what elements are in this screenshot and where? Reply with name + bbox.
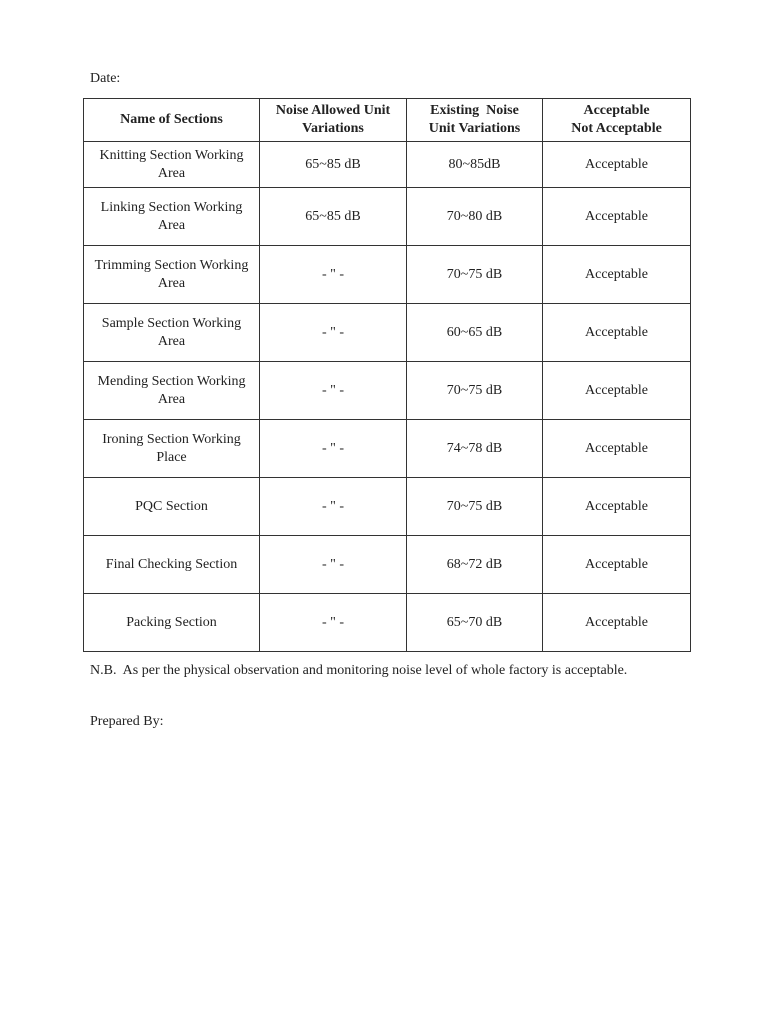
cell-status: Acceptable — [543, 420, 691, 478]
cell-allowed: - " - — [260, 362, 407, 420]
header-noise-allowed — [260, 99, 407, 142]
cell-section: Knitting Section Working Area — [84, 142, 260, 188]
cell-section: Trimming Section Working Area — [84, 246, 260, 304]
header-line: Variations — [302, 121, 364, 136]
cell-status: Acceptable — [543, 188, 691, 246]
cell-status: Acceptable — [543, 536, 691, 594]
cell-section: Mending Section Working Area — [84, 362, 260, 420]
cell-status: Acceptable — [543, 362, 691, 420]
header-line: Not Acceptable — [571, 121, 662, 136]
header-existing-noise — [407, 99, 543, 142]
header-row — [84, 99, 691, 142]
table-body — [84, 142, 691, 652]
table-row — [84, 362, 691, 420]
cell-status: Acceptable — [543, 594, 691, 652]
cell-existing: 70~75 dB — [407, 246, 543, 304]
header-line: Acceptable — [583, 103, 650, 118]
table-row — [84, 142, 691, 188]
cell-section: Packing Section — [84, 594, 260, 652]
cell-allowed: - " - — [260, 246, 407, 304]
cell-section: Ironing Section Working Place — [84, 420, 260, 478]
cell-allowed: 65~85 dB — [260, 188, 407, 246]
table-row — [84, 246, 691, 304]
cell-section: Linking Section Working Area — [84, 188, 260, 246]
header-acceptability — [543, 99, 691, 142]
cell-status: Acceptable — [543, 246, 691, 304]
cell-section: Final Checking Section — [84, 536, 260, 594]
cell-allowed: 65~85 dB — [260, 142, 407, 188]
header-line: Name of Sections — [120, 112, 223, 127]
table-row — [84, 188, 691, 246]
header-line: Unit Variations — [428, 121, 521, 136]
header-line: Existing Noise — [430, 103, 519, 118]
cell-status: Acceptable — [543, 478, 691, 536]
cell-allowed: - " - — [260, 420, 407, 478]
prepared-by-label: Prepared By: — [90, 714, 164, 729]
cell-existing: 80~85dB — [407, 142, 543, 188]
table-row — [84, 304, 691, 362]
cell-existing: 70~80 dB — [407, 188, 543, 246]
table-row — [84, 536, 691, 594]
nb-note: N.B. As per the physical observation and monitoring noise level of whole factory is acceptable. — [90, 663, 628, 678]
cell-existing: 70~75 dB — [407, 478, 543, 536]
cell-existing: 70~75 dB — [407, 362, 543, 420]
header-name-of-sections — [84, 99, 260, 142]
cell-existing: 60~65 dB — [407, 304, 543, 362]
cell-status: Acceptable — [543, 142, 691, 188]
cell-allowed: - " - — [260, 594, 407, 652]
table-header — [84, 99, 691, 142]
noise-level-table — [83, 98, 691, 652]
cell-allowed: - " - — [260, 304, 407, 362]
table-row — [84, 478, 691, 536]
cell-allowed: - " - — [260, 478, 407, 536]
cell-status: Acceptable — [543, 304, 691, 362]
cell-existing: 68~72 dB — [407, 536, 543, 594]
cell-existing: 74~78 dB — [407, 420, 543, 478]
date-label: Date: — [90, 71, 121, 86]
cell-existing: 65~70 dB — [407, 594, 543, 652]
cell-section: PQC Section — [84, 478, 260, 536]
cell-section: Sample Section Working Area — [84, 304, 260, 362]
cell-allowed: - " - — [260, 536, 407, 594]
table-row — [84, 420, 691, 478]
header-line: Noise Allowed Unit — [275, 103, 391, 118]
table-row — [84, 594, 691, 652]
